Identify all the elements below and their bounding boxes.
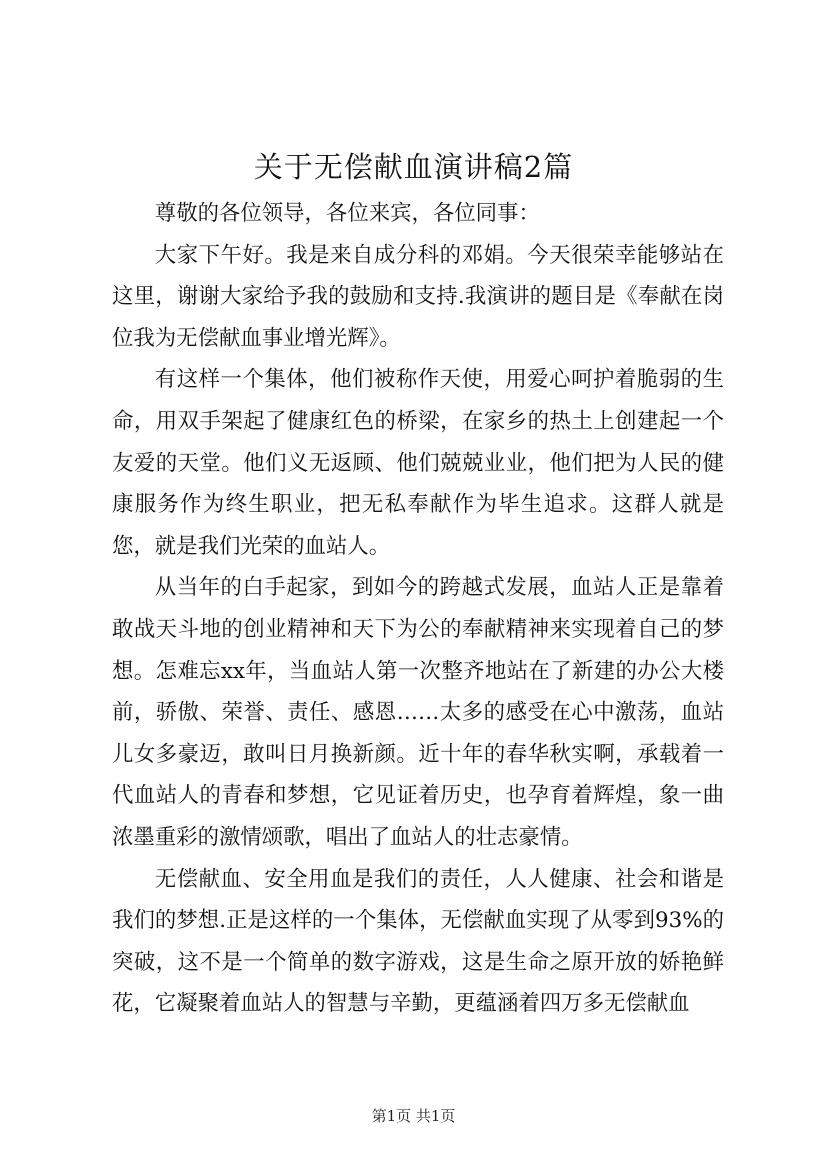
paragraph-collective: 有这样一个集体，他们被称作天使，用爱心呵护着脆弱的生命，用双手架起了健康红色的桥梁，在家乡的热土上创建起一个友爱的天堂。他们义无返顾、他们兢兢业业，他们把为人民的健康服务作为终生职业，把无私奉献作为毕生追求。这群人就是您，就是我们光荣的血站人。 — [112, 367, 724, 559]
document-body — [112, 193, 724, 1025]
paragraph-salutation: 尊敬的各位领导，各位来宾，各位同事： — [154, 201, 540, 226]
document-title: 关于无偿献血演讲稿2篇 — [253, 150, 574, 184]
page-footer: 第1页 共1页 — [371, 1107, 456, 1125]
paragraph-responsibility: 无偿献血、安全用血是我们的责任，人人健康、社会和谐是我们的梦想.正是这样的一个集体，无偿献血实现了从零到93%的突破，这不是一个简单的数字游戏，这是生命之原开放的娇艳鲜花，它凝聚着血站人的智慧与辛勤，更蕴涵着四万多无偿献血 — [112, 866, 724, 1017]
paragraph-history: 从当年的白手起家，到如今的跨越式发展，血站人正是靠着敢战天斗地的创业精神和天下为公的奉献精神来实现着自己的梦想。怎难忘xx年，当血站人第一次整齐地站在了新建的办公大楼前，骄傲、荣誉、责任、感恩……太多的感受在心中激荡，血站儿女多豪迈，敢叫日月换新颜。近十年的春华秋实啊，承载着一代血站人的青春和梦想，它见证着历史，也孕育着辉煌，象一曲浓墨重彩的激情颂歌，唱出了血站人的壮志豪情。 — [112, 575, 724, 850]
paragraph-greeting: 大家下午好。我是来自成分科的邓娟。今天很荣幸能够站在这里，谢谢大家给予我的鼓励和支持.我演讲的题目是《奉献在岗位我为无偿献血事业增光辉》。 — [112, 242, 724, 351]
